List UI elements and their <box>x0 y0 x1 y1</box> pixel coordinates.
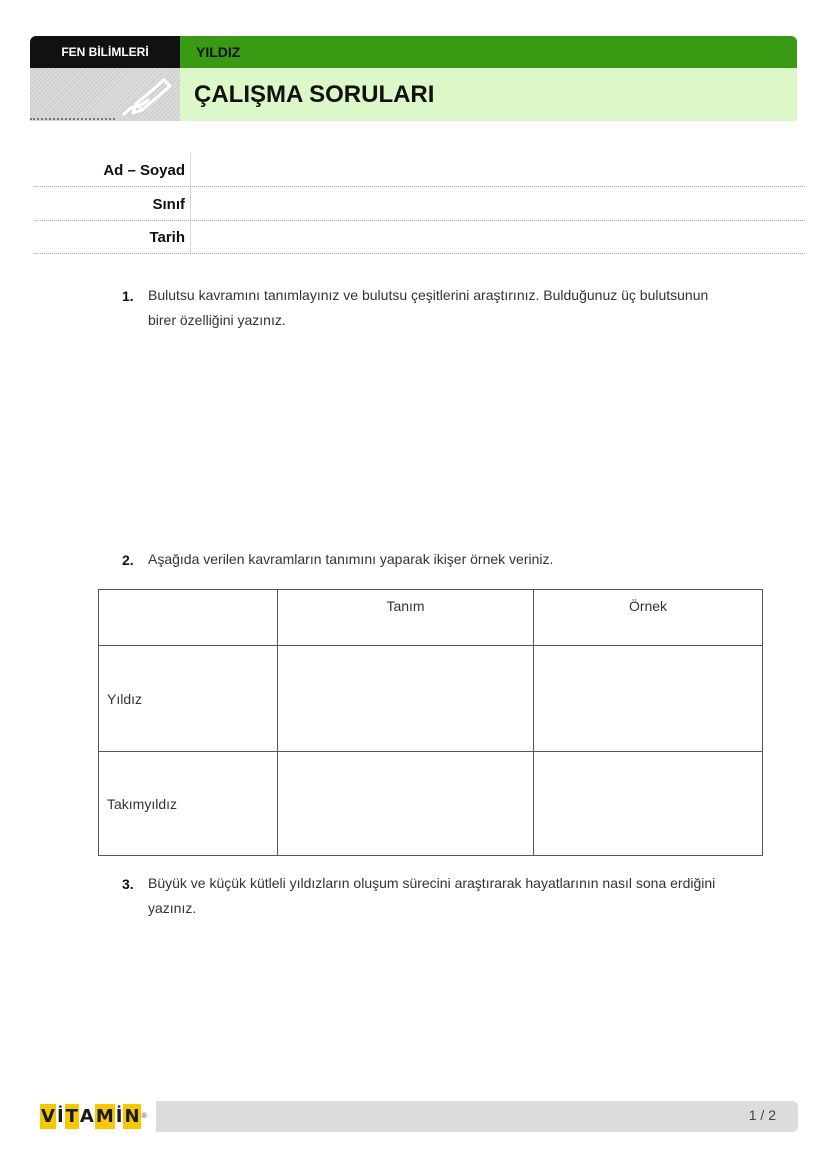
question-number: 2. <box>122 552 134 568</box>
logo-letter: İ <box>56 1105 64 1127</box>
date-field[interactable] <box>35 252 805 254</box>
subject-label: FEN BİLİMLERİ <box>30 36 180 68</box>
table-header-row <box>99 590 763 646</box>
row-label: Yıldız <box>99 646 278 752</box>
footer-bar <box>156 1101 798 1132</box>
logo-letter: N <box>124 1105 140 1127</box>
date-label: Tarih <box>149 229 185 246</box>
logo-letter: T <box>65 1105 78 1127</box>
registered-mark: ® <box>141 1112 147 1120</box>
table-row <box>99 752 763 856</box>
class-label: Sınıf <box>152 196 185 213</box>
logo-letter: İ <box>115 1105 123 1127</box>
header-decoration <box>30 68 180 121</box>
table-row <box>99 646 763 752</box>
question-text: Aşağıda verilen kavramların tanımını yaparak ikişer örnek veriniz. <box>148 551 554 567</box>
page-number: 1 / 2 <box>748 1107 776 1123</box>
concept-table <box>98 589 763 856</box>
info-divider <box>190 153 191 253</box>
answer-cell[interactable] <box>278 646 534 752</box>
answer-cell[interactable] <box>534 752 763 856</box>
vitamin-logo <box>40 1100 147 1132</box>
pencil-writing-icon <box>118 74 174 118</box>
header-dotted-line <box>30 116 115 120</box>
logo-letter: A <box>79 1105 94 1127</box>
topic-label: YILDIZ <box>180 36 797 68</box>
logo-letter: M <box>95 1105 114 1127</box>
question-text: Bulutsu kavramını tanımlayınız ve bulutsu çeşitlerini araştırınız. Bulduğunuz üç bulutsunun birer özelliğini yazınız. <box>148 287 709 328</box>
answer-cell[interactable] <box>534 646 763 752</box>
logo-letter: V <box>41 1105 55 1127</box>
question-number: 3. <box>122 876 134 892</box>
answer-cell[interactable] <box>278 752 534 856</box>
class-field[interactable] <box>35 219 805 221</box>
question-number: 1. <box>122 288 134 304</box>
page-title: ÇALIŞMA SORULARI <box>180 68 797 121</box>
name-field[interactable] <box>35 185 805 187</box>
question-text: Büyük ve küçük kütleli yıldızların oluşum sürecini araştırarak hayatlarının nasıl sona erdiğini yazınız. <box>148 875 716 916</box>
table-header-cell <box>99 590 278 646</box>
row-label: Takımyıldız <box>99 752 278 856</box>
table-header-cell: Tanım <box>278 590 534 646</box>
table-header-cell: Örnek <box>534 590 763 646</box>
name-label: Ad – Soyad <box>103 162 185 179</box>
